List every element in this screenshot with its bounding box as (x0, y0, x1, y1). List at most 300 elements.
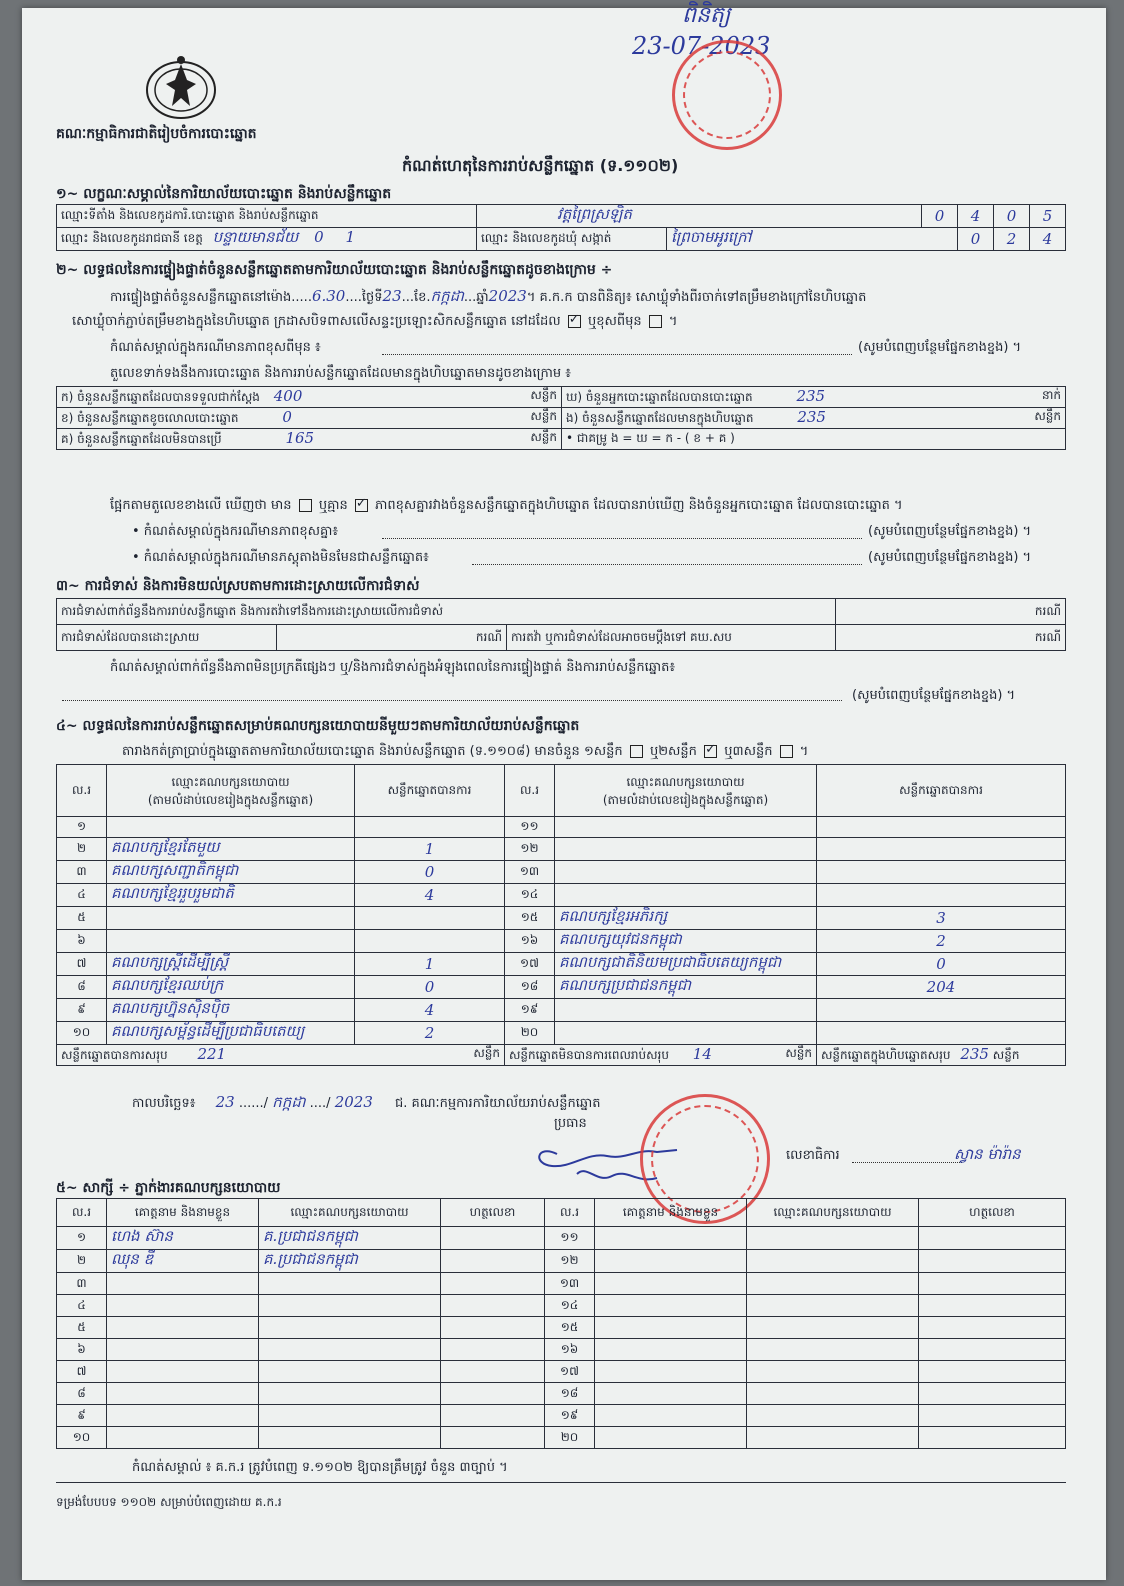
results-col-party-r-2: (តាមលំដាប់លេខរៀងក្នុងសន្លឹកឆ្នោត) (602, 792, 769, 807)
witness-party (747, 1273, 919, 1295)
province-code-1: 0 (314, 228, 324, 246)
witness-col-party: ឈ្មោះគណបក្សនយោបាយ (259, 1199, 441, 1227)
witness-col-sign-r: ហត្ថលេខា (919, 1199, 1066, 1227)
witness-row (57, 1427, 1066, 1449)
result-no: ៦ (57, 930, 107, 953)
bullet1-tail: (សូមបំពេញបន្ថែមផ្នែកខាងខ្នង) ។ (868, 524, 1032, 539)
result-party (555, 999, 817, 1022)
form-page (22, 3, 1106, 1580)
witness-signature (441, 1227, 545, 1250)
two-sheet-checkbox[interactable] (704, 745, 717, 758)
witness-row (57, 1317, 1066, 1339)
witness-party (747, 1427, 919, 1449)
witness-party (747, 1383, 919, 1405)
result-votes (817, 861, 1066, 884)
witness-name (107, 1427, 259, 1449)
verify-text-c: ...ខែ. (401, 290, 431, 305)
results-col-party-r-1: ឈ្មោះគណបក្សនយោបាយ (626, 774, 745, 789)
result-votes (817, 884, 1066, 907)
result-party: គណបក្សយុវជនកម្ពុជា (555, 930, 817, 953)
commune-code-3: 4 (1030, 228, 1066, 251)
witness-row (57, 1405, 1066, 1427)
bullet1: • កំណត់សម្គាល់ក្នុងករណីមានភាពខុសគ្នា៖ (132, 524, 339, 539)
three-sheet-checkbox[interactable] (780, 745, 793, 758)
witness-party (259, 1383, 441, 1405)
kho-row (562, 387, 1066, 408)
verify-year: 2023 (488, 287, 527, 305)
result-no: ១០ (57, 1022, 107, 1045)
witness-name (107, 1383, 259, 1405)
witness-party (747, 1317, 919, 1339)
commune-value: ព្រៃចាមអូរក្រៅ (667, 228, 958, 251)
witness-col-no-r: ល.រ (545, 1199, 595, 1227)
date-line: កាលបរិច្ឆេទ៖ 23 ....../ កក្កដា ..../ 2023 ជ. គណៈកម្មការការិយាល័យរាប់សន្លឹកឆ្នោត (132, 1093, 601, 1111)
witness-no: ៤ (57, 1295, 107, 1317)
witness-no: ១ (57, 1227, 107, 1250)
witness-party (259, 1339, 441, 1361)
witness-name: ឈុន ឌី (107, 1250, 259, 1273)
total-valid-cell (57, 1045, 505, 1066)
result-no: ១៤ (505, 884, 555, 907)
objection-row2-case: ករណី (277, 625, 507, 651)
witness-no: ១១ (545, 1227, 595, 1250)
result-party (555, 861, 817, 884)
kha-unit: សន្លឹក (530, 409, 557, 423)
results-table (56, 764, 1066, 1066)
result-party: គណបក្សជាតិនិយមប្រជាធិបតេយ្យកម្ពុជា (555, 953, 817, 976)
seal-text: សោឃ្លុំចាក់ភ្ជាប់តម្រឹមខាងក្នុងនៃហិបឆ្នោត ក្រដាសបិទពាសលើសន្ទះប្រឡោះសិកសន្លឹកឆ្នោត នៅដដែល (72, 314, 561, 329)
chair-label: ប្រធាន (554, 1116, 587, 1131)
secretary-label: លេខាធិការ (786, 1148, 840, 1163)
result-party (555, 817, 817, 838)
location-code-4: 5 (1030, 205, 1066, 228)
verify-text-e: ។ គ.ក.ក បានពិនិត្យ៖ សោឃ្លុំទាំងពីរចាក់ទៅតម្រឹមខាងក្រៅនៃហិបឆ្នោត (526, 290, 867, 305)
witness-no: ៦ (57, 1339, 107, 1361)
result-party: គណបក្សសម្ព័ន្ធដើម្បីប្រជាធិបតេយ្យ (107, 1022, 355, 1045)
total-box-cell (817, 1045, 1066, 1066)
figures-intro: តួលេខទាក់ទងនឹងការបោះឆ្នោត និងការរាប់សន្លឹកឆ្នោតដែលមានក្នុងហិបឆ្នោតមានដូចខាងក្រោម ៖ (110, 366, 571, 381)
witness-party (259, 1295, 441, 1317)
results-row (57, 817, 1066, 838)
figures-table (56, 386, 1066, 450)
ko-row (57, 429, 562, 450)
witness-signature (441, 1295, 545, 1317)
result-no: ២ (57, 838, 107, 861)
result-no: ១៨ (505, 976, 555, 999)
province-code-2: 1 (345, 228, 356, 246)
witness-name (107, 1295, 259, 1317)
ngo-row (562, 408, 1066, 429)
objection-row2-label: ការជំទាស់ដែលបានដោះស្រាយ (57, 625, 277, 651)
results-row (57, 976, 1066, 999)
section3-note-line (62, 700, 842, 701)
witness-party (259, 1273, 441, 1295)
verify-line (110, 288, 866, 306)
results-col-no-r: ល.រ (505, 765, 555, 817)
witness-party (747, 1361, 919, 1383)
total-invalid-value: 14 (692, 1045, 712, 1063)
witness-no: ១៦ (545, 1339, 595, 1361)
no-difference-checkbox[interactable] (355, 499, 368, 512)
witness-name (595, 1427, 747, 1449)
form-ref: ទម្រង់បែបបទ ១១០២ សម្រាប់បំពេញដោយ គ.ក.រ (56, 1495, 282, 1509)
witness-name (107, 1361, 259, 1383)
province-value: បន្ទាយមានជ័យ (212, 228, 299, 246)
one-sheet-checkbox[interactable] (630, 745, 643, 758)
location-code-1: 0 (922, 205, 958, 228)
results-row (57, 838, 1066, 861)
result-no: ១៣ (505, 861, 555, 884)
result-party (555, 838, 817, 861)
witness-signature (441, 1317, 545, 1339)
formula: • ជាគម្រូ ង = ឃ = ក - ( ខ + គ ) (562, 429, 1066, 450)
result-party: គណបក្សសញ្ជាតិកម្ពុជា (107, 861, 355, 884)
result-no: ៤ (57, 884, 107, 907)
kha-row (57, 408, 562, 429)
witness-signature (441, 1361, 545, 1383)
witness-signature (919, 1227, 1066, 1250)
objection-row1-case: ករណី (836, 599, 1066, 625)
section2-title: ២~ លទ្ធផលនៃការផ្ទៀងផ្ទាត់ចំនួនសន្លឹកឆ្នោតតាមការិយាល័យបោះឆ្នោត និងរាប់សន្លឹកឆ្នោតដូចខាងក្រោម ÷ (56, 262, 613, 278)
result-party: គណបក្សខ្មែររួបរួមជាតិ (107, 884, 355, 907)
results-row (57, 884, 1066, 907)
kho-value: 235 (796, 387, 826, 405)
witness-no: ១៨ (545, 1383, 595, 1405)
seal-line: សោឃ្លុំចាក់ភ្ជាប់តម្រឹមខាងក្នុងនៃហិបឆ្នោត ក្រដាសបិទពាសលើសន្ទះប្រឡោះសិកសន្លឹកឆ្នោត នៅដដែល ✓ ឬខុសពីមុន ។ (72, 314, 677, 330)
witness-signature (441, 1383, 545, 1405)
changed-label: ឬខុសពីមុន (587, 314, 642, 329)
witness-col-no: ល.រ (57, 1199, 107, 1227)
result-party (555, 1022, 817, 1045)
discrepancy-text-b: ឬគ្មាន (318, 498, 348, 513)
province-row (57, 228, 477, 251)
commune-label: ឈ្មោះ និងលេខកូដឃុំ សង្កាត់ (477, 228, 667, 251)
total-box-label: សន្លឹកឆ្នោតក្នុងហិបឆ្នោតសរុប (821, 1048, 951, 1062)
witness-signature (919, 1361, 1066, 1383)
witness-party: គ.ប្រជាជនកម្ពុជា (259, 1227, 441, 1250)
result-votes: 3 (817, 907, 1066, 930)
results-col-votes-r: សន្លឹកឆ្នោតបានការ (817, 765, 1066, 817)
result-no: ១៥ (505, 907, 555, 930)
verify-time: 6.30 (311, 287, 346, 305)
result-votes (817, 999, 1066, 1022)
result-votes (817, 838, 1066, 861)
results-row (57, 1022, 1066, 1045)
results-row (57, 953, 1066, 976)
location-label: ឈ្មោះទីតាំង និងលេខកូដការិ.បោះឆ្នោត និងរាប់សន្លឹកឆ្នោត (57, 205, 477, 228)
result-votes (355, 817, 505, 838)
doc-title: កំណត់ហេតុនៃការរាប់សន្លឹកឆ្នោត (ទ.១១០២) (402, 156, 679, 175)
result-no: ៥ (57, 907, 107, 930)
bullet2-line (472, 564, 862, 565)
witness-row (57, 1361, 1066, 1383)
objections-table (56, 598, 1066, 651)
result-votes: 4 (355, 884, 505, 907)
discrepancy-line (110, 498, 903, 514)
result-party (555, 884, 817, 907)
witness-signature (919, 1273, 1066, 1295)
witness-signature (441, 1250, 545, 1273)
results-col-party-1: ឈ្មោះគណបក្សនយោបាយ (171, 774, 290, 789)
note1-label: កំណត់សម្គាល់ក្នុងករណីមានភាពខុសពីមុន ៖ (110, 340, 321, 355)
results-row (57, 907, 1066, 930)
unchanged-checkbox[interactable] (568, 315, 581, 328)
witness-name (595, 1405, 747, 1427)
witness-name (107, 1273, 259, 1295)
results-col-votes: សន្លឹកឆ្នោតបានការ (355, 765, 505, 817)
result-no: ១៩ (505, 999, 555, 1022)
total-box-unit: សន្លឹក (992, 1048, 1020, 1062)
result-votes (355, 907, 505, 930)
witness-row (57, 1227, 1066, 1250)
kho-label: ឃ) ចំនួនអ្នកបោះឆ្នោតដែលបានបោះឆ្នោត (566, 390, 753, 404)
ngo-value: 235 (797, 408, 826, 426)
witness-name: ហេង ស៊ាន (107, 1227, 259, 1250)
witness-name (107, 1317, 259, 1339)
verify-day: 23 (382, 287, 402, 305)
witness-no: ១២ (545, 1250, 595, 1273)
witness-no: ៩ (57, 1405, 107, 1427)
section1-title: ១~ លក្ខណៈសម្គាល់នៃការិយាល័យបោះឆ្នោត និងរាប់សន្លឹកឆ្នោត (56, 186, 392, 202)
annotation-date: 23-07-2023 (632, 32, 771, 60)
witness-name (595, 1317, 747, 1339)
section5-title: ៥~ សាក្សី ÷ ភ្នាក់ងារគណបក្សនយោបាយ (56, 1180, 281, 1196)
witness-signature (919, 1339, 1066, 1361)
total-invalid-label: សន្លឹកឆ្នោតមិនបានការពេលរាប់សរុប (509, 1048, 669, 1062)
witness-no: ២ (57, 1250, 107, 1273)
total-box-value: 235 (960, 1045, 989, 1063)
witness-col-party-r: ឈ្មោះគណបក្សនយោបាយ (747, 1199, 919, 1227)
witness-signature (441, 1405, 545, 1427)
witness-name (107, 1405, 259, 1427)
location-value: វត្តព្រៃស្រឡិត (477, 205, 922, 228)
result-party (107, 817, 355, 838)
total-invalid-cell (505, 1045, 817, 1066)
witness-row (57, 1339, 1066, 1361)
witness-name (595, 1227, 747, 1250)
section1-table (56, 204, 1066, 251)
result-votes (355, 930, 505, 953)
witness-name (595, 1273, 747, 1295)
ko-unit: សន្លឹក (530, 430, 557, 444)
date-year: 2023 (334, 1093, 373, 1111)
commune-code-1: 0 (958, 228, 994, 251)
date-month: កក្កដា (272, 1093, 306, 1111)
section3-note: កំណត់សម្គាល់ពាក់ព័ន្ធនឹងភាពមិនប្រក្រតីផ្សេងៗ ឬ/និងការជំទាស់ក្នុងអំឡុងពេលនៃការផ្ទៀងផ្ទាត់ និងការរាប់សន្លឹកឆ្នោត៖ (110, 660, 676, 675)
verify-text-b: ....ថ្ងៃទី (345, 290, 383, 305)
results-col-party-2: (តាមលំដាប់លេខរៀងក្នុងសន្លឹកឆ្នោត) (147, 792, 314, 807)
verify-text-a: ការផ្ទៀងផ្ទាត់ចំនួនសន្លឹកឆ្នោតនៅម៉ោង..... (110, 290, 312, 305)
changed-checkbox[interactable] (649, 315, 662, 328)
witness-party (747, 1250, 919, 1273)
witness-no: ១០ (57, 1427, 107, 1449)
bullet2: • កំណត់សម្គាល់ក្នុងករណីមានភស្តុតាងមិនមែនជាសន្លឹកឆ្នោត៖ (132, 550, 429, 565)
nec-emblem-icon (142, 50, 220, 122)
objection-row2b-label: ការតវ៉ា ឬការជំទាស់ដែលអាចចមប្តឹងទៅ គឃ.សប (507, 625, 836, 651)
total-invalid-unit: សន្លឹក (785, 1046, 812, 1060)
witness-no: ១៥ (545, 1317, 595, 1339)
result-no: ៨ (57, 976, 107, 999)
province-label: ឈ្មោះ និងលេខកូដរាជធានី ខេត្ត (61, 231, 203, 245)
witness-name (107, 1339, 259, 1361)
result-party: គណបក្សស្ត្រីដើម្បីស្ត្រី (107, 953, 355, 976)
witness-no: ១៣ (545, 1273, 595, 1295)
note1-tail: (សូមបំពេញបន្ថែមផ្នែកខាងខ្នង) ។ (858, 340, 1022, 355)
witness-party: គ.ប្រជាជនកម្ពុជា (259, 1250, 441, 1273)
witness-signature (919, 1250, 1066, 1273)
result-votes (817, 817, 1066, 838)
objection-row2b-case: ករណី (836, 625, 1066, 651)
result-no: ១១ (505, 817, 555, 838)
tally-text-b: ឬ២សន្លឹក (649, 744, 697, 759)
witness-party (259, 1317, 441, 1339)
result-party (107, 907, 355, 930)
tally-text-c: ឬ៣សន្លឹក (724, 744, 773, 759)
result-no: ១៧ (505, 953, 555, 976)
discrepancy-text-c: ភាពខុសគ្នារវាងចំនួនសន្លឹកឆ្នោតក្នុងហិបឆ្នោត ដែលបានរាប់ឃើញ និងចំនួនអ្នកបោះឆ្នោត ដែលបានបោះឆ្នោត ។ (375, 498, 903, 513)
result-votes: 0 (817, 953, 1066, 976)
witness-signature (919, 1427, 1066, 1449)
results-row (57, 861, 1066, 884)
witness-no: ១៤ (545, 1295, 595, 1317)
location-code-3: 0 (994, 205, 1030, 228)
result-no: ២០ (505, 1022, 555, 1045)
witness-no: ២០ (545, 1427, 595, 1449)
witness-signature (919, 1295, 1066, 1317)
witness-no: ៧ (57, 1361, 107, 1383)
results-col-no: ល.រ (57, 765, 107, 817)
committee-label: ជ. គណៈកម្មការការិយាល័យរាប់សន្លឹកឆ្នោត (395, 1096, 601, 1111)
kho-unit: នាក់ (1041, 388, 1061, 402)
date-label: កាលបរិច្ឆេទ៖ (132, 1096, 196, 1111)
footer-note: កំណត់សម្គាល់ ៖ គ.ក.រ ត្រូវបំពេញ ទ.១១០២ ឱ្យបានត្រឹមត្រូវ ចំនួន ៣ច្បាប់ ។ (132, 1460, 508, 1475)
witness-row (57, 1295, 1066, 1317)
result-party: គណបក្សប្រជាជនកម្ពុជា (555, 976, 817, 999)
witness-party (259, 1405, 441, 1427)
result-votes: 0 (355, 976, 505, 999)
note1-line (382, 354, 852, 355)
witness-name (595, 1383, 747, 1405)
secretary-name: ស្វាន ម៉ារ៉ាន (954, 1145, 1021, 1163)
bullet1-line (382, 538, 862, 539)
result-party: គណបក្សហ្វ៊ុនស៊ិនប៉ិច (107, 999, 355, 1022)
ngo-unit: សន្លឹក (1034, 409, 1061, 423)
objection-row1-label: ការជំទាស់ពាក់ព័ន្ធនឹងការរាប់សន្លឹកឆ្នោត និងការតវ៉ាទៅនឹងការដោះស្រាយលើការជំទាស់ (57, 599, 836, 625)
witness-col-sign: ហត្ថលេខា (441, 1199, 545, 1227)
witness-signature (919, 1383, 1066, 1405)
witness-no: ១៧ (545, 1361, 595, 1383)
result-votes: 2 (355, 1022, 505, 1045)
section3-title: ៣~ ការជំទាស់ និងការមិនយល់ស្របតាមការដោះស្រាយលើការជំទាស់ (56, 578, 420, 594)
results-col-party (107, 765, 355, 817)
ka-label: ក) ចំនួនសន្លឹកឆ្នោតដែលបានទទួលជាក់ស្តែង (61, 390, 260, 404)
witness-party (259, 1427, 441, 1449)
witness-name (595, 1295, 747, 1317)
annotation-text: ពិនិត្យ (682, 3, 731, 28)
result-party: គណបក្សខ្មែរឈប់ក្រ (107, 976, 355, 999)
witness-no: ៣ (57, 1273, 107, 1295)
tally-text-a: តារាងកត់ត្រាប្រាប់ក្នុងឆ្នោតតាមការិយាល័យបោះឆ្នោត និងរាប់សន្លឹកឆ្នោត (ទ.១១០៨) មានចំនួន ១សន្លឹក (122, 744, 623, 759)
top-stamp (672, 40, 782, 150)
witness-party (747, 1227, 919, 1250)
witness-signature (919, 1405, 1066, 1427)
result-party: គណបក្សខ្មែរអភិរក្ស (555, 907, 817, 930)
witness-name (595, 1250, 747, 1273)
results-row (57, 930, 1066, 953)
witness-party (747, 1405, 919, 1427)
witness-row (57, 1273, 1066, 1295)
witness-signature (441, 1339, 545, 1361)
result-no: ១ (57, 817, 107, 838)
ka-value: 400 (273, 387, 303, 405)
witness-signature (441, 1273, 545, 1295)
ko-label: គ) ចំនួនសន្លឹកឆ្នោតដែលមិនបានប្រើ (61, 432, 222, 446)
date-day: 23 (215, 1093, 235, 1111)
section3-note-tail: (សូមបំពេញបន្ថែមផ្នែកខាងខ្នង) ។ (852, 688, 1016, 703)
witness-signature (919, 1317, 1066, 1339)
footer-rule (56, 1482, 1066, 1483)
verify-text-d: ...ឆ្នាំ (463, 290, 489, 305)
result-votes: 1 (355, 838, 505, 861)
kha-label: ខ) ចំនួនសន្លឹកឆ្នោតខូចលោលបោះឆ្នោត (61, 411, 239, 425)
result-no: ១២ (505, 838, 555, 861)
result-votes: 4 (355, 999, 505, 1022)
total-valid-value: 221 (197, 1045, 227, 1063)
result-no: ៧ (57, 953, 107, 976)
total-valid-label: សន្លឹកឆ្នោតបានការសរុប (61, 1048, 168, 1062)
witness-party (259, 1361, 441, 1383)
discrepancy-text-a: ផ្អែកតាមតួលេខខាងលើ ឃើញថា មាន (110, 498, 292, 513)
ko-value: 165 (285, 429, 315, 447)
result-votes: 204 (817, 976, 1066, 999)
witness-row (57, 1250, 1066, 1273)
witness-row (57, 1383, 1066, 1405)
result-votes (817, 1022, 1066, 1045)
results-row (57, 999, 1066, 1022)
witness-no: ៨ (57, 1383, 107, 1405)
witness-no: ១៩ (545, 1405, 595, 1427)
result-votes: 0 (355, 861, 505, 884)
has-difference-checkbox[interactable] (299, 499, 312, 512)
witness-name (595, 1339, 747, 1361)
result-no: ៣ (57, 861, 107, 884)
kha-value: 0 (282, 408, 292, 426)
verify-month: កក្កដា (430, 287, 464, 305)
witness-table (56, 1198, 1066, 1449)
witness-no: ៥ (57, 1317, 107, 1339)
result-votes: 1 (355, 953, 505, 976)
ka-row (57, 387, 562, 408)
tally-sheet-line: តារាងកត់ត្រាប្រាប់ក្នុងឆ្នោតតាមការិយាល័យបោះឆ្នោត និងរាប់សន្លឹកឆ្នោត (ទ.១១០៨) មានចំនួន ១សន្លឹក ឬ២សន្លឹក ✓ ឬ៣សន្លឹក ។ (122, 744, 808, 760)
results-col-party-r (555, 765, 817, 817)
org-name: គណៈកម្មាធិការជាតិរៀបចំការបោះឆ្នោត (56, 126, 257, 142)
ngo-label: ង) ចំនួនសន្លឹកឆ្នោតដែលមានក្នុងហិបឆ្នោត (566, 411, 754, 425)
secretary-line (852, 1162, 962, 1163)
total-valid-unit: សន្លឹក (473, 1046, 500, 1060)
witness-name (595, 1361, 747, 1383)
commune-code-2: 2 (994, 228, 1030, 251)
witness-col-name-r: គោត្តនាម និងនាមខ្លួន (595, 1199, 747, 1227)
witness-col-name: គោត្តនាម និងនាមខ្លួន (107, 1199, 259, 1227)
result-votes: 2 (817, 930, 1066, 953)
ka-unit: សន្លឹក (530, 388, 557, 402)
witness-signature (441, 1427, 545, 1449)
result-party: គណបក្សខ្មែរតែមួយ (107, 838, 355, 861)
bullet2-tail: (សូមបំពេញបន្ថែមផ្នែកខាងខ្នង) ។ (868, 550, 1032, 565)
section4-title: ៤~ លទ្ធផលនៃការរាប់សន្លឹកឆ្នោតសម្រាប់គណបក្សនយោបាយនីមួយៗតាមការិយាល័យរាប់សន្លឹកឆ្នោត (56, 718, 580, 734)
result-no: ៩ (57, 999, 107, 1022)
result-no: ១៦ (505, 930, 555, 953)
